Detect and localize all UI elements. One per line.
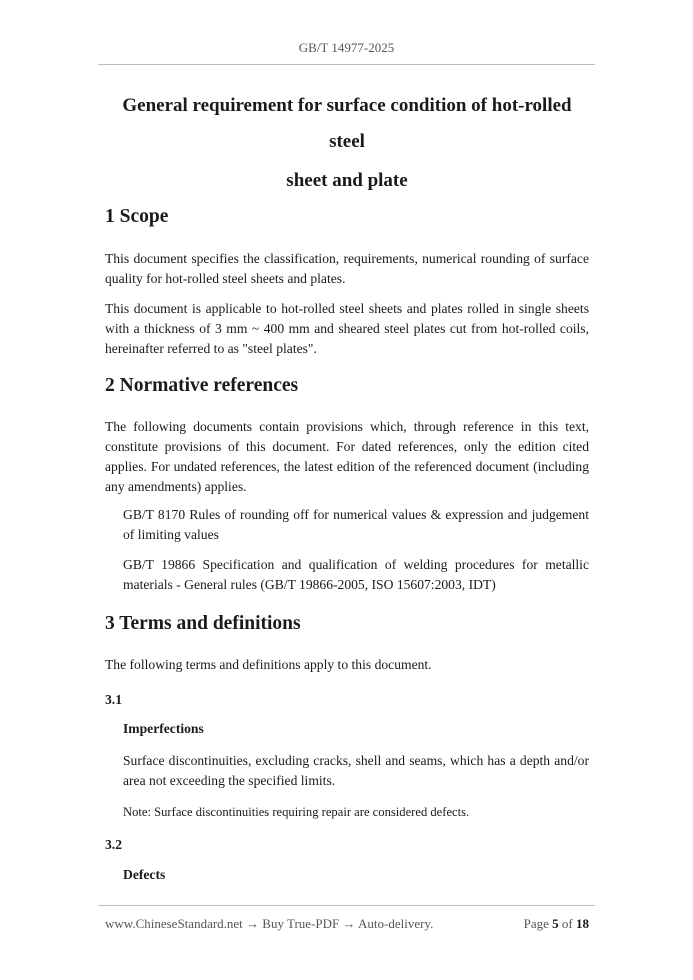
normative-reference-2: GB/T 19866 Specification and qualification of welding procedures for metallic materials - General rules (GB/T 19866-2005, ISO 15607:2003, IDT) [123, 557, 589, 592]
page-number [524, 916, 589, 932]
footer-divider [98, 905, 595, 906]
clause-number-3-1: 3.1 [105, 692, 122, 707]
normative-intro: The following documents contain provisions which, through reference in this text, constitute provisions of this document. For dated references, only the edition cited applies. For undated references, the latest edition of the referenced document (including any amendments) applies. [105, 419, 589, 494]
running-header: GB/T 14977-2025 [298, 40, 395, 55]
terms-intro: The following terms and definitions apply to this document. [105, 657, 432, 672]
of-word: of [561, 916, 573, 931]
scope-paragraph-1: This document specifies the classification, requirements, numerical rounding of surface quality for hot-rolled steel sheets and plates. [105, 251, 589, 286]
title-line-1: General requirement for surface condition of hot-rolled steel [122, 95, 572, 152]
note-imperfections: Note: Surface discontinuities requiring repair are considered defects. [123, 805, 470, 819]
section-heading-terms: 3 Terms and definitions [105, 613, 301, 634]
clause-number-3-2: 3.2 [105, 837, 122, 852]
current-page: 5 [552, 916, 559, 931]
document-title [105, 88, 589, 199]
footer-link[interactable]: www.ChineseStandard.net → Buy True-PDF → Auto-delivery. [105, 916, 434, 931]
term-imperfections: Imperfections [123, 721, 204, 736]
section-heading-scope: 1 Scope [105, 206, 169, 227]
total-pages: 18 [576, 916, 589, 931]
page-content [105, 88, 589, 199]
definition-imperfections: Surface discontinuities, excluding cracks, shell and seams, which has a depth and/or area not exceeding the specified limits. [123, 753, 589, 788]
normative-reference-1: GB/T 8170 Rules of rounding off for numerical values & expression and judgement of limiting values [123, 507, 589, 542]
page-word: Page [523, 916, 549, 931]
title-line-2: sheet and plate [286, 170, 408, 191]
term-defects: Defects [123, 867, 166, 882]
header-divider [98, 64, 595, 65]
scope-paragraph-2: This document is applicable to hot-rolled steel sheets and plates rolled in single sheets with a thickness of 3 mm ~ 400 mm and sheared steel plates cut from hot-rolled coils, hereinafter referred to as "steel plates". [105, 301, 589, 356]
section-heading-normative: 2 Normative references [105, 375, 299, 396]
